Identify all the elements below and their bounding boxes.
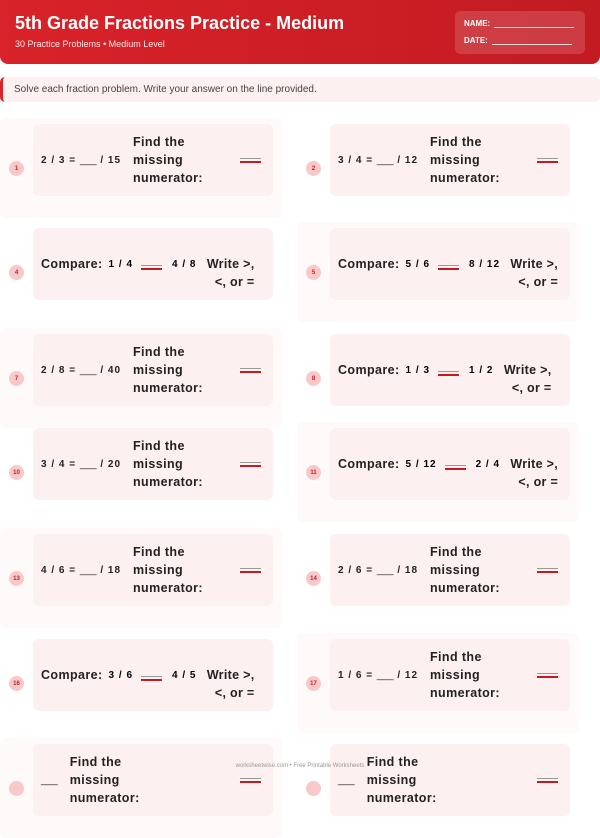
problem-card [330, 639, 570, 711]
problem-item [297, 738, 587, 838]
problem-item [297, 118, 587, 218]
numerator-blank: ___ [41, 774, 58, 786]
problem-item [0, 633, 290, 733]
problem-number: 5 [306, 265, 321, 280]
problem-number: 17 [306, 676, 321, 691]
equation-denominator: / 18 [100, 564, 122, 576]
answer-line[interactable] [537, 568, 558, 573]
equation [41, 459, 121, 470]
problem-card [330, 228, 570, 300]
numerator-blank: ___ [338, 774, 355, 786]
equation-denominator: / 20 [100, 458, 122, 470]
answer-line[interactable] [537, 158, 558, 163]
date-label: DATE: [464, 36, 488, 45]
numerator-blank: ___ [79, 154, 97, 166]
fraction-right: 2 / 4 [475, 458, 501, 470]
fraction-left: 5 / 12 [405, 458, 437, 470]
problem-item [0, 422, 290, 522]
problem-item [0, 118, 290, 218]
problem-item [0, 222, 290, 322]
problem-card [33, 334, 273, 406]
problem-number [9, 781, 24, 796]
problem-card [33, 744, 273, 816]
equation-left: 2 / 6 = [338, 564, 374, 576]
problem-prompt: Find the missing numerator: [69, 755, 140, 805]
problem-prompt: Write >, <, or = [503, 363, 552, 395]
fraction-left: 1 / 3 [405, 364, 431, 376]
numerator-blank: ___ [376, 564, 394, 576]
problem-prompt: Find the missing numerator: [133, 345, 203, 395]
answer-line[interactable] [438, 371, 459, 376]
problem-prompt: Find the missing numerator: [430, 650, 500, 700]
compare-label: Compare: [41, 257, 103, 271]
compare-label: Compare: [338, 257, 400, 271]
fraction-left: 5 / 6 [405, 258, 431, 270]
problem-item [0, 528, 290, 628]
problem-item [297, 422, 587, 522]
problem-number: 8 [306, 371, 321, 386]
problem-item [297, 222, 587, 322]
name-date-box [455, 11, 585, 54]
numerator-blank: ___ [79, 364, 97, 376]
problem-prompt: Find the missing numerator: [133, 545, 203, 595]
problem-card [330, 534, 570, 606]
compare-label: Compare: [41, 668, 103, 682]
equation-denominator: / 15 [100, 154, 122, 166]
equation [338, 155, 418, 166]
compare-label: Compare: [338, 363, 400, 377]
problem-number [306, 781, 321, 796]
equation [41, 155, 121, 166]
problem-number: 7 [9, 371, 24, 386]
problem-number: 13 [9, 571, 24, 586]
equation-left: 3 / 4 = [41, 458, 77, 470]
equation-denominator: / 12 [397, 154, 419, 166]
problem-item [297, 633, 587, 733]
equation-denominator: / 18 [397, 564, 419, 576]
page-title: 5th Grade Fractions Practice - Medium [15, 13, 345, 33]
problem-prompt: Find the missing numerator: [366, 755, 437, 805]
problem-card [330, 124, 570, 196]
problem-prompt: Find the missing numerator: [133, 439, 203, 489]
equation-left: 2 / 3 = [41, 154, 77, 166]
worksheet-header [0, 0, 600, 64]
problem-prompt: Write >, <, or = [510, 457, 559, 489]
equation-left: 3 / 4 = [338, 154, 374, 166]
answer-line[interactable] [240, 158, 261, 163]
problem-card [33, 428, 273, 500]
fraction-right: 8 / 12 [469, 258, 501, 270]
problem-number: 4 [9, 265, 24, 280]
answer-line[interactable] [141, 265, 162, 270]
date-field[interactable] [492, 37, 572, 45]
problem-prompt: Write >, <, or = [206, 257, 255, 289]
equation-left: 2 / 8 = [41, 364, 77, 376]
compare-label: Compare: [338, 457, 400, 471]
problem-number: 2 [306, 161, 321, 176]
fraction-left: 3 / 6 [108, 669, 134, 681]
answer-line[interactable] [240, 462, 261, 467]
equation-left: 4 / 6 = [41, 564, 77, 576]
footer: worksheetwise.com • Free Printable Worksheets [235, 763, 365, 769]
answer-line[interactable] [438, 265, 459, 270]
problem-item [0, 738, 290, 838]
name-field[interactable] [494, 20, 574, 28]
numerator-blank: ___ [79, 564, 97, 576]
equation [41, 565, 121, 576]
problem-number: 1 [9, 161, 24, 176]
instructions: Solve each fraction problem. Write your answer on the line provided. [0, 77, 600, 102]
problem-card [330, 428, 570, 500]
problem-card [330, 334, 570, 406]
problem-item [0, 328, 290, 428]
problem-prompt: Write >, <, or = [206, 668, 255, 700]
problem-number: 11 [306, 465, 321, 480]
page-subtitle: 30 Practice Problems • Medium Level [15, 39, 165, 49]
equation [338, 670, 418, 681]
problem-card [33, 534, 273, 606]
problem-number: 14 [306, 571, 321, 586]
answer-line[interactable] [240, 778, 261, 783]
equation [338, 775, 355, 786]
numerator-blank: ___ [376, 154, 394, 166]
problem-prompt: Find the missing numerator: [430, 135, 500, 185]
equation [41, 365, 121, 376]
problem-card [33, 639, 273, 711]
problem-card [330, 744, 570, 816]
equation [41, 775, 58, 786]
fraction-right: 4 / 5 [172, 669, 197, 681]
fraction-right: 1 / 2 [469, 364, 494, 376]
equation-denominator: / 40 [100, 364, 122, 376]
numerator-blank: ___ [79, 458, 97, 470]
answer-line[interactable] [537, 778, 558, 783]
equation-left: 1 / 6 = [338, 669, 374, 681]
problem-item [297, 528, 587, 628]
problem-number: 10 [9, 465, 24, 480]
answer-line[interactable] [240, 368, 261, 373]
problem-card [33, 124, 273, 196]
numerator-blank: ___ [376, 669, 394, 681]
answer-line[interactable] [445, 465, 466, 470]
answer-line[interactable] [141, 676, 162, 681]
problem-prompt: Write >, <, or = [510, 257, 559, 289]
equation-denominator: / 12 [397, 669, 419, 681]
problem-card [33, 228, 273, 300]
problem-item [297, 328, 587, 428]
name-label: NAME: [464, 19, 491, 28]
fraction-right: 4 / 8 [172, 258, 197, 270]
fraction-left: 1 / 4 [108, 258, 134, 270]
answer-line[interactable] [240, 568, 261, 573]
answer-line[interactable] [537, 673, 558, 678]
problem-prompt: Find the missing numerator: [430, 545, 500, 595]
problem-number: 16 [9, 676, 24, 691]
problem-prompt: Find the missing numerator: [133, 135, 203, 185]
equation [338, 565, 418, 576]
